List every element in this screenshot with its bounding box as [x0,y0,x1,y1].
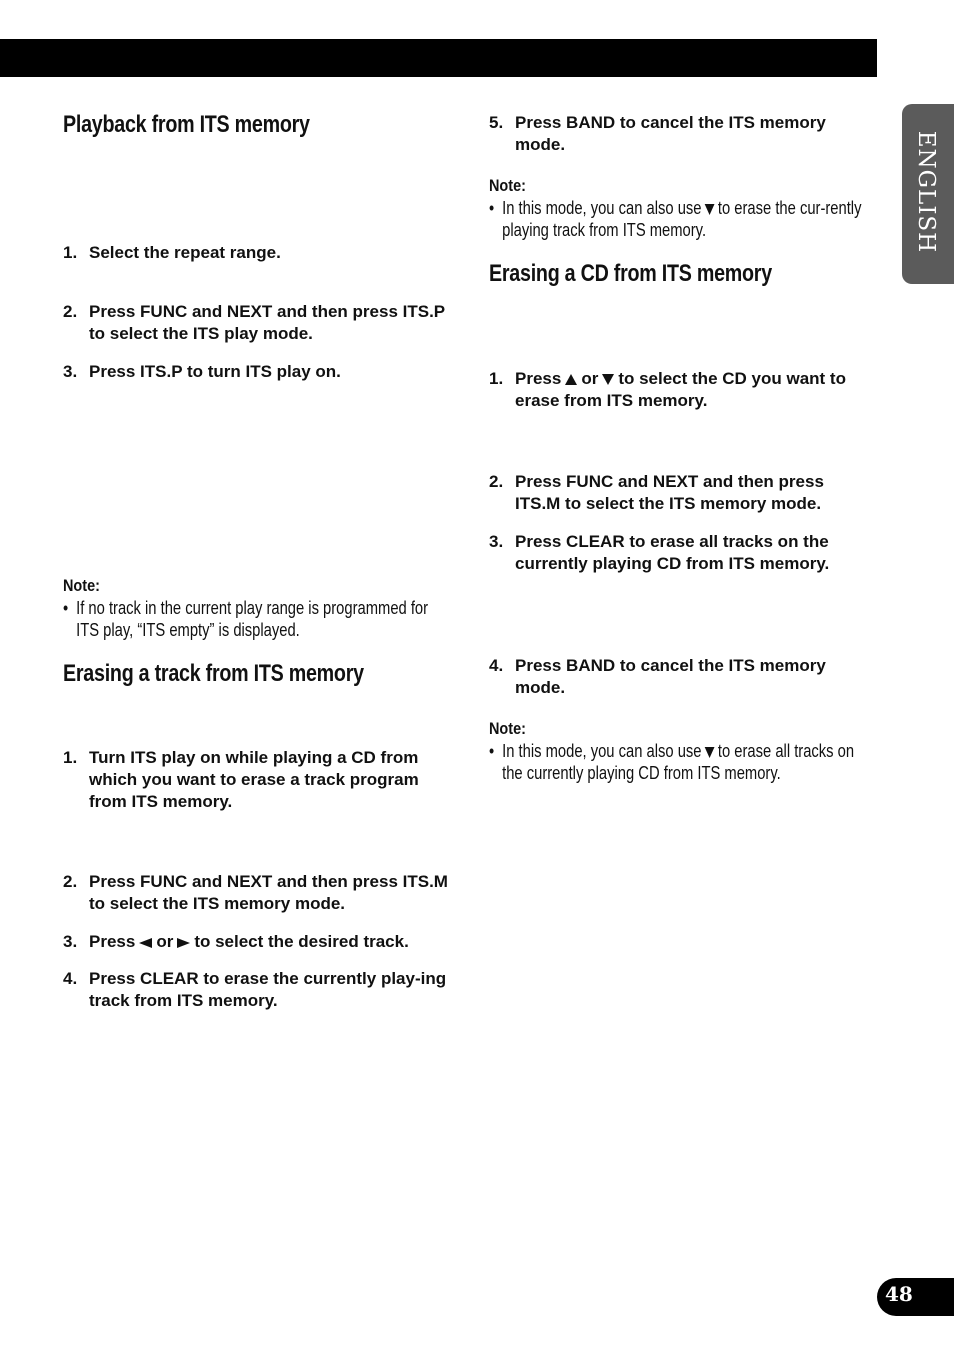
list-item: 1. Turn ITS play on while playing a CD from which you want to erase a track program from ITS memory. [63,748,419,811]
list-item: 1. Press or to select the CD you want to erase from ITS memory. [489,369,846,410]
page-number-badge [877,1278,954,1316]
list-item: 1. Select the repeat range. [63,243,281,262]
list-item: 2. Press FUNC and NEXT and then press ITS.P to select the ITS play mode. [63,302,445,343]
left-arrow-icon [139,938,152,948]
note-text: • In this mode, you can also use to erase the cur-rently playing track from ITS memory. [489,198,862,240]
note-label: Note: [489,176,526,195]
header-bar [0,39,877,77]
note-text: • In this mode, you can also use to erase all tracks on the currently playing CD from ITS memory. [489,741,855,783]
list-item: 2. Press FUNC and NEXT and then press ITS.M to select the ITS memory mode. [63,872,448,913]
list-item: 3. Press ITS.P to turn ITS play on. [63,362,341,381]
list-item: 2. Press FUNC and NEXT and then press ITS.M to select the ITS memory mode. [489,472,824,513]
section-title-erase-cd: Erasing a CD from ITS memory [489,260,772,287]
section-title-erase-track: Erasing a track from ITS memory [63,660,364,687]
list-item: 3. Press CLEAR to erase all tracks on the currently playing CD from ITS memory. [489,532,830,573]
down-arrow-icon [705,747,715,758]
down-arrow-icon [602,374,614,385]
note-text: • If no track in the current play range is programmed for ITS play, “ITS empty” is displayed. [63,598,429,640]
list-item: 4. Press BAND to cancel the ITS memory mode. [489,656,826,697]
up-arrow-icon [565,374,577,385]
note-label: Note: [489,719,526,738]
note-label: Note: [63,576,100,595]
page-number: 48 [885,1282,913,1306]
section-title-playback: Playback from ITS memory [63,111,310,138]
language-tab-label: ENGLISH [913,130,939,254]
list-item: 4. Press CLEAR to erase the currently play-ing track from ITS memory. [63,969,447,1010]
down-arrow-icon [705,204,715,215]
right-arrow-icon [177,938,190,948]
list-item: 3. Press or to select the desired track. [63,932,409,951]
list-item: 5. Press BAND to cancel the ITS memory mode. [489,113,826,154]
